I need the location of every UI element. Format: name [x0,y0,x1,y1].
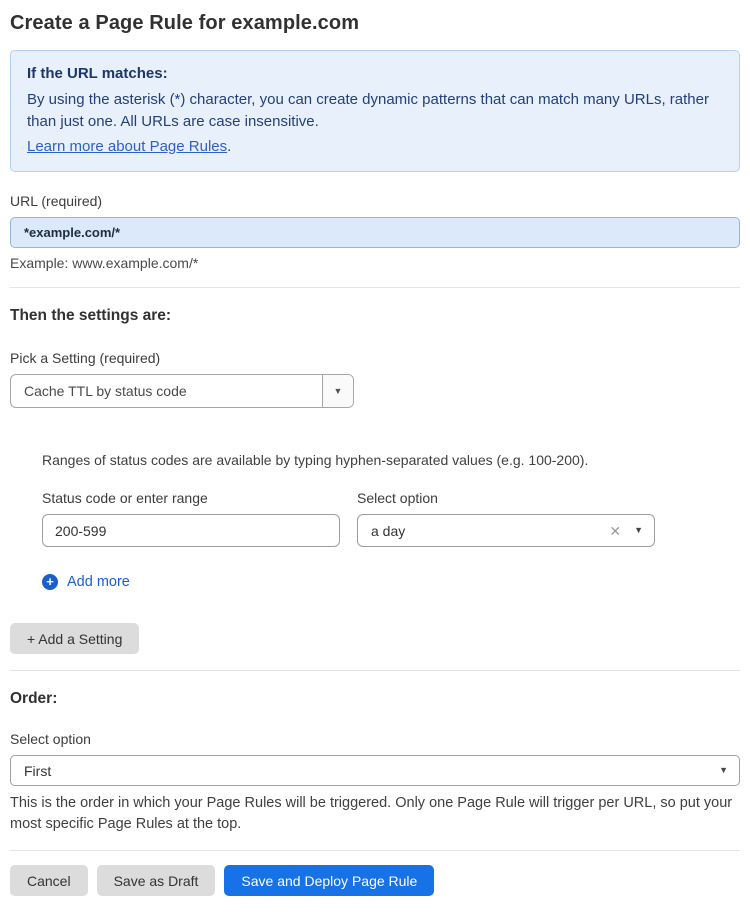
setting-select[interactable] [10,374,354,408]
plus-circle-icon: + [42,574,58,590]
url-helper-text: Example: www.example.com/* [10,255,199,271]
url-input[interactable] [10,217,740,248]
settings-heading: Then the settings are: [10,307,172,324]
setting-detail-section [42,452,740,591]
ttl-option-label: Select option [357,490,438,506]
ttl-select-value: a day [371,522,406,539]
chevron-down-icon: ▼ [322,375,353,407]
add-more-link[interactable] [42,574,130,590]
info-box-heading: If the URL matches: [27,65,168,82]
cancel-button[interactable]: Cancel [10,865,88,896]
status-code-column [42,490,340,547]
link-period: . [227,137,232,155]
add-setting-button[interactable]: + Add a Setting [10,623,139,654]
section-divider [10,670,740,671]
section-divider [10,850,740,851]
order-heading: Order: [10,690,58,707]
section-divider [10,287,740,288]
chevron-down-icon: ▼ [634,525,643,535]
url-label: URL (required) [10,193,103,209]
order-select-value: First [24,762,52,779]
order-select-label: Select option [10,731,91,747]
page-title: Create a Page Rule for example.com [10,12,360,34]
order-select[interactable] [10,755,740,786]
clear-icon[interactable]: ✕ [609,522,622,539]
setting-select-value: Cache TTL by status code [24,383,187,399]
chevron-down-icon: ▼ [719,765,728,775]
url-match-info-box [10,50,740,172]
info-box-body: By using the asterisk (*) character, you can create dynamic patterns that can match many URLs, rather than just one. All URLs are case insensitive. [27,90,709,130]
status-code-input[interactable] [42,514,340,547]
ttl-select-icons [609,524,643,538]
status-code-row [42,490,740,547]
status-code-label: Status code or enter range [42,490,208,506]
save-as-draft-button[interactable]: Save as Draft [97,865,216,896]
save-and-deploy-button[interactable]: Save and Deploy Page Rule [224,865,434,896]
add-more-label: Add more [67,574,130,590]
footer-actions [10,865,740,896]
order-description: This is the order in which your Page Rules will be triggered. Only one Page Rule will trigger per URL, so put your most specific Page Rules at the top. [10,795,733,832]
pick-setting-label: Pick a Setting (required) [10,350,161,366]
learn-more-link[interactable]: Learn more about Page Rules [27,137,228,155]
ttl-select[interactable] [357,514,655,547]
ttl-option-column [357,490,655,547]
info-box-link-line [27,136,723,159]
range-hint-text: Ranges of status codes are available by typing hyphen-separated values (e.g. 100-200). [42,452,589,468]
